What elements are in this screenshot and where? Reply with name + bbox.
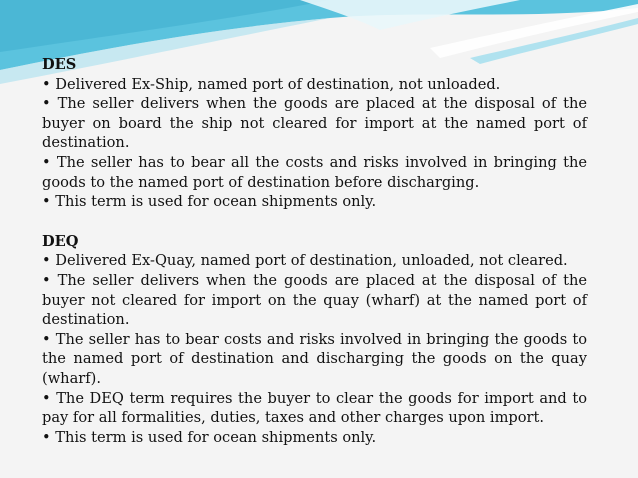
des-item-1: • Delivered Ex-Ship, named port of destination, not unloaded. <box>42 75 501 93</box>
des-item-2: • The seller delivers when the goods are placed at the disposal of the buyer on board the ship not cleared for import at the named port of destination. <box>42 95 587 152</box>
deq-item-4: • The DEQ term requires the buyer to clear the goods for import and to pay for all formalities, duties, taxes and other charges upon import. <box>42 389 587 427</box>
section-title-deq: DEQ <box>42 232 79 250</box>
section-spacer <box>42 212 587 232</box>
deq-item-5: • This term is used for ocean shipments only. <box>42 428 377 446</box>
deq-item-2: • The seller delivers when the goods are placed at the disposal of the buyer not cleared for import on the quay (wharf) at the named port of destination. <box>42 271 587 329</box>
des-item-3: • The seller has to bear all the costs and risks involved in bringing the goods to the named port of destination before discharging. <box>42 153 587 191</box>
des-item-4: • This term is used for ocean shipments only. <box>42 193 377 211</box>
deq-item-3: • The seller has to bear costs and risks involved in bringing the goods to the named port of destination and discharging the goods on the quay (wharf). <box>42 330 587 387</box>
deq-item-1: • Delivered Ex-Quay, named port of destination, unloaded, not cleared. <box>42 252 568 270</box>
slide-body <box>42 55 587 447</box>
section-title-des: DES <box>42 56 77 73</box>
